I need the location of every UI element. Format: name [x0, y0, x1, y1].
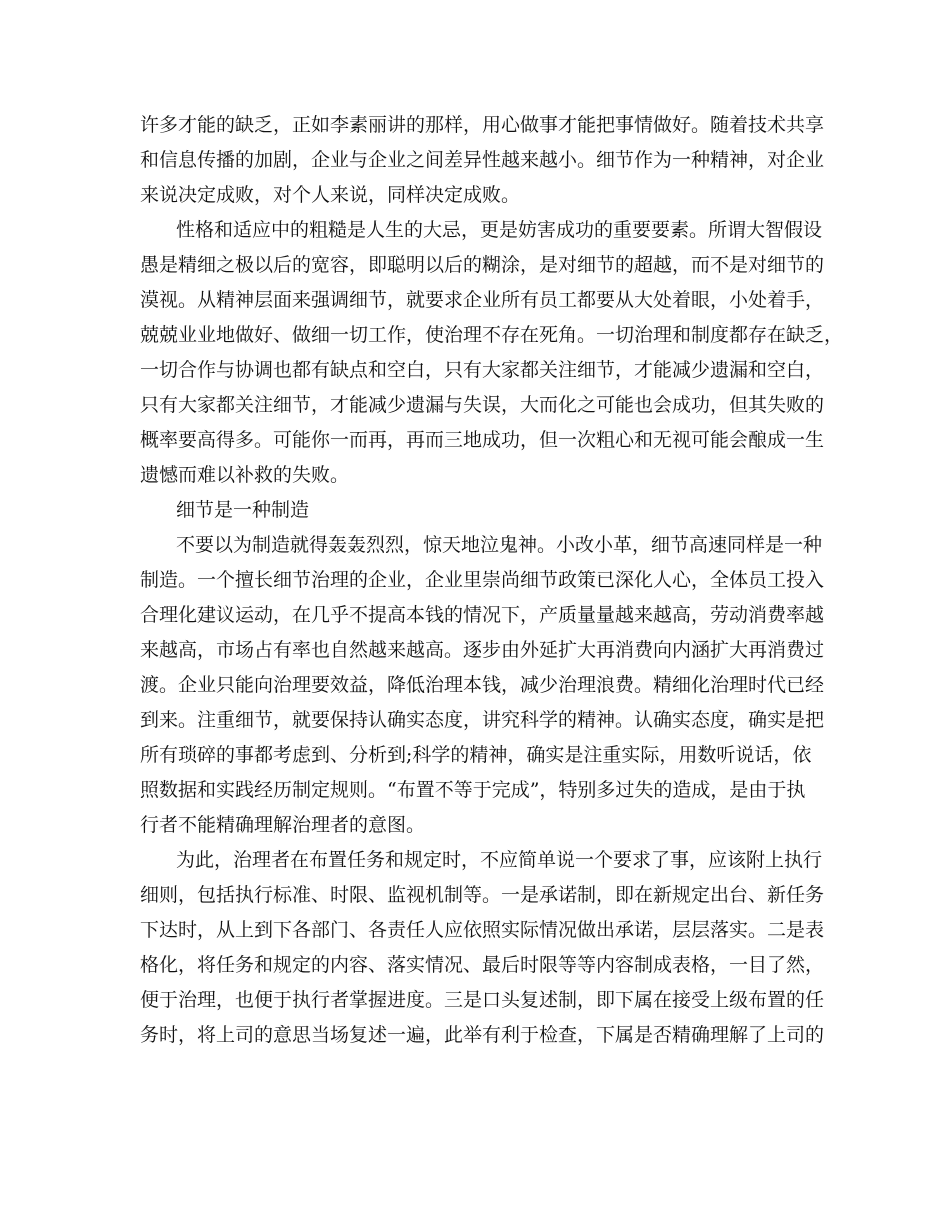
text-line: 和信息传播的加剧，企业与企业之间差异性越来越小。细节作为一种精神，对企业: [140, 149, 825, 171]
text-line: 兢兢业业地做好、做细一切工作，使治理不存在死角。一切治理和制度都存在缺乏，: [140, 324, 844, 346]
text-line: 到来。注重细节，就要保持认确实态度，讲究科学的精神。认确实态度，确实是把: [140, 709, 825, 731]
text-line: 概率要高得多。可能你一而再，再而三地成功，但一次粗心和无视可能会酿成一生: [140, 429, 825, 451]
document-body: [140, 108, 844, 1053]
text-line: 制造。一个擅长细节治理的企业，企业里崇尚细节政策已深化人心，全体员工投入: [140, 569, 825, 591]
text-line: 遗憾而难以补救的失败。: [140, 464, 350, 486]
text-line: 合理化建议运动，在几乎不提高本钱的情况下，产质量量越来越高，劳动消费率越: [140, 604, 825, 626]
text-line: 来说决定成败，对个人来说，同样决定成败。: [140, 184, 521, 206]
text-line: 一切合作与协调也都有缺点和空白，只有大家都关注细节，才能减少遗漏和空白，: [140, 359, 825, 381]
text-line: 只有大家都关注细节，才能减少遗漏与失误，大而化之可能也会成功，但其失败的: [140, 394, 825, 416]
text-line: 不要以为制造就得轰轰烈烈，惊天地泣鬼神。小改小革，细节高速同样是一种: [176, 534, 823, 556]
text-line: 下达时，从上到下各部门、各责任人应依照实际情况做出承诺，层层落实。二是表: [140, 919, 825, 941]
text-line: 性格和适应中的粗糙是人生的大忌，更是妨害成功的重要要素。所谓大智假设: [176, 219, 823, 241]
text-line: 细则，包括执行标准、时限、监视机制等。一是承诺制，即在新规定出台、新任务: [140, 884, 825, 906]
text-line: 行者不能精确理解治理者的意图。: [140, 814, 426, 836]
text-line: 照数据和实践经历制定规则。“布置不等于完成”，特别多过失的造成，是由于执: [140, 779, 806, 801]
text-line: 漠视。从精神层面来强调细节，就要求企业所有员工都要从大处着眼，小处着手，: [140, 289, 825, 311]
text-line: 所有琐碎的事都考虑到、分析到;科学的精神，确实是注重实际，用数听说话，依: [140, 744, 812, 766]
text-line: 为此，治理者在布置任务和规定时，不应简单说一个要求了事，应该附上执行: [176, 849, 823, 871]
text-line: 来越高，市场占有率也自然越来越高。逐步由外延扩大再消费向内涵扩大再消费过: [140, 639, 825, 661]
text-line: 便于治理，也便于执行者掌握进度。三是口头复述制，即下属在接受上级布置的任: [140, 989, 825, 1011]
text-line: 渡。企业只能向治理要效益，降低治理本钱，减少治理浪费。精细化治理时代已经: [140, 674, 825, 696]
text-line: 愚是精细之极以后的宽容，即聪明以后的糊涂，是对细节的超越，而不是对细节的: [140, 254, 825, 276]
text-line: 务时，将上司的意思当场复述一遍，此举有利于检查，下属是否精确理解了上司的: [140, 1024, 825, 1046]
section-heading: 细节是一种制造: [176, 499, 310, 521]
text-line: 格化，将任务和规定的内容、落实情况、最后时限等等内容制成表格，一目了然，: [140, 954, 825, 976]
text-line: 许多才能的缺乏，正如李素丽讲的那样，用心做事才能把事情做好。随着技术共享: [140, 114, 825, 136]
